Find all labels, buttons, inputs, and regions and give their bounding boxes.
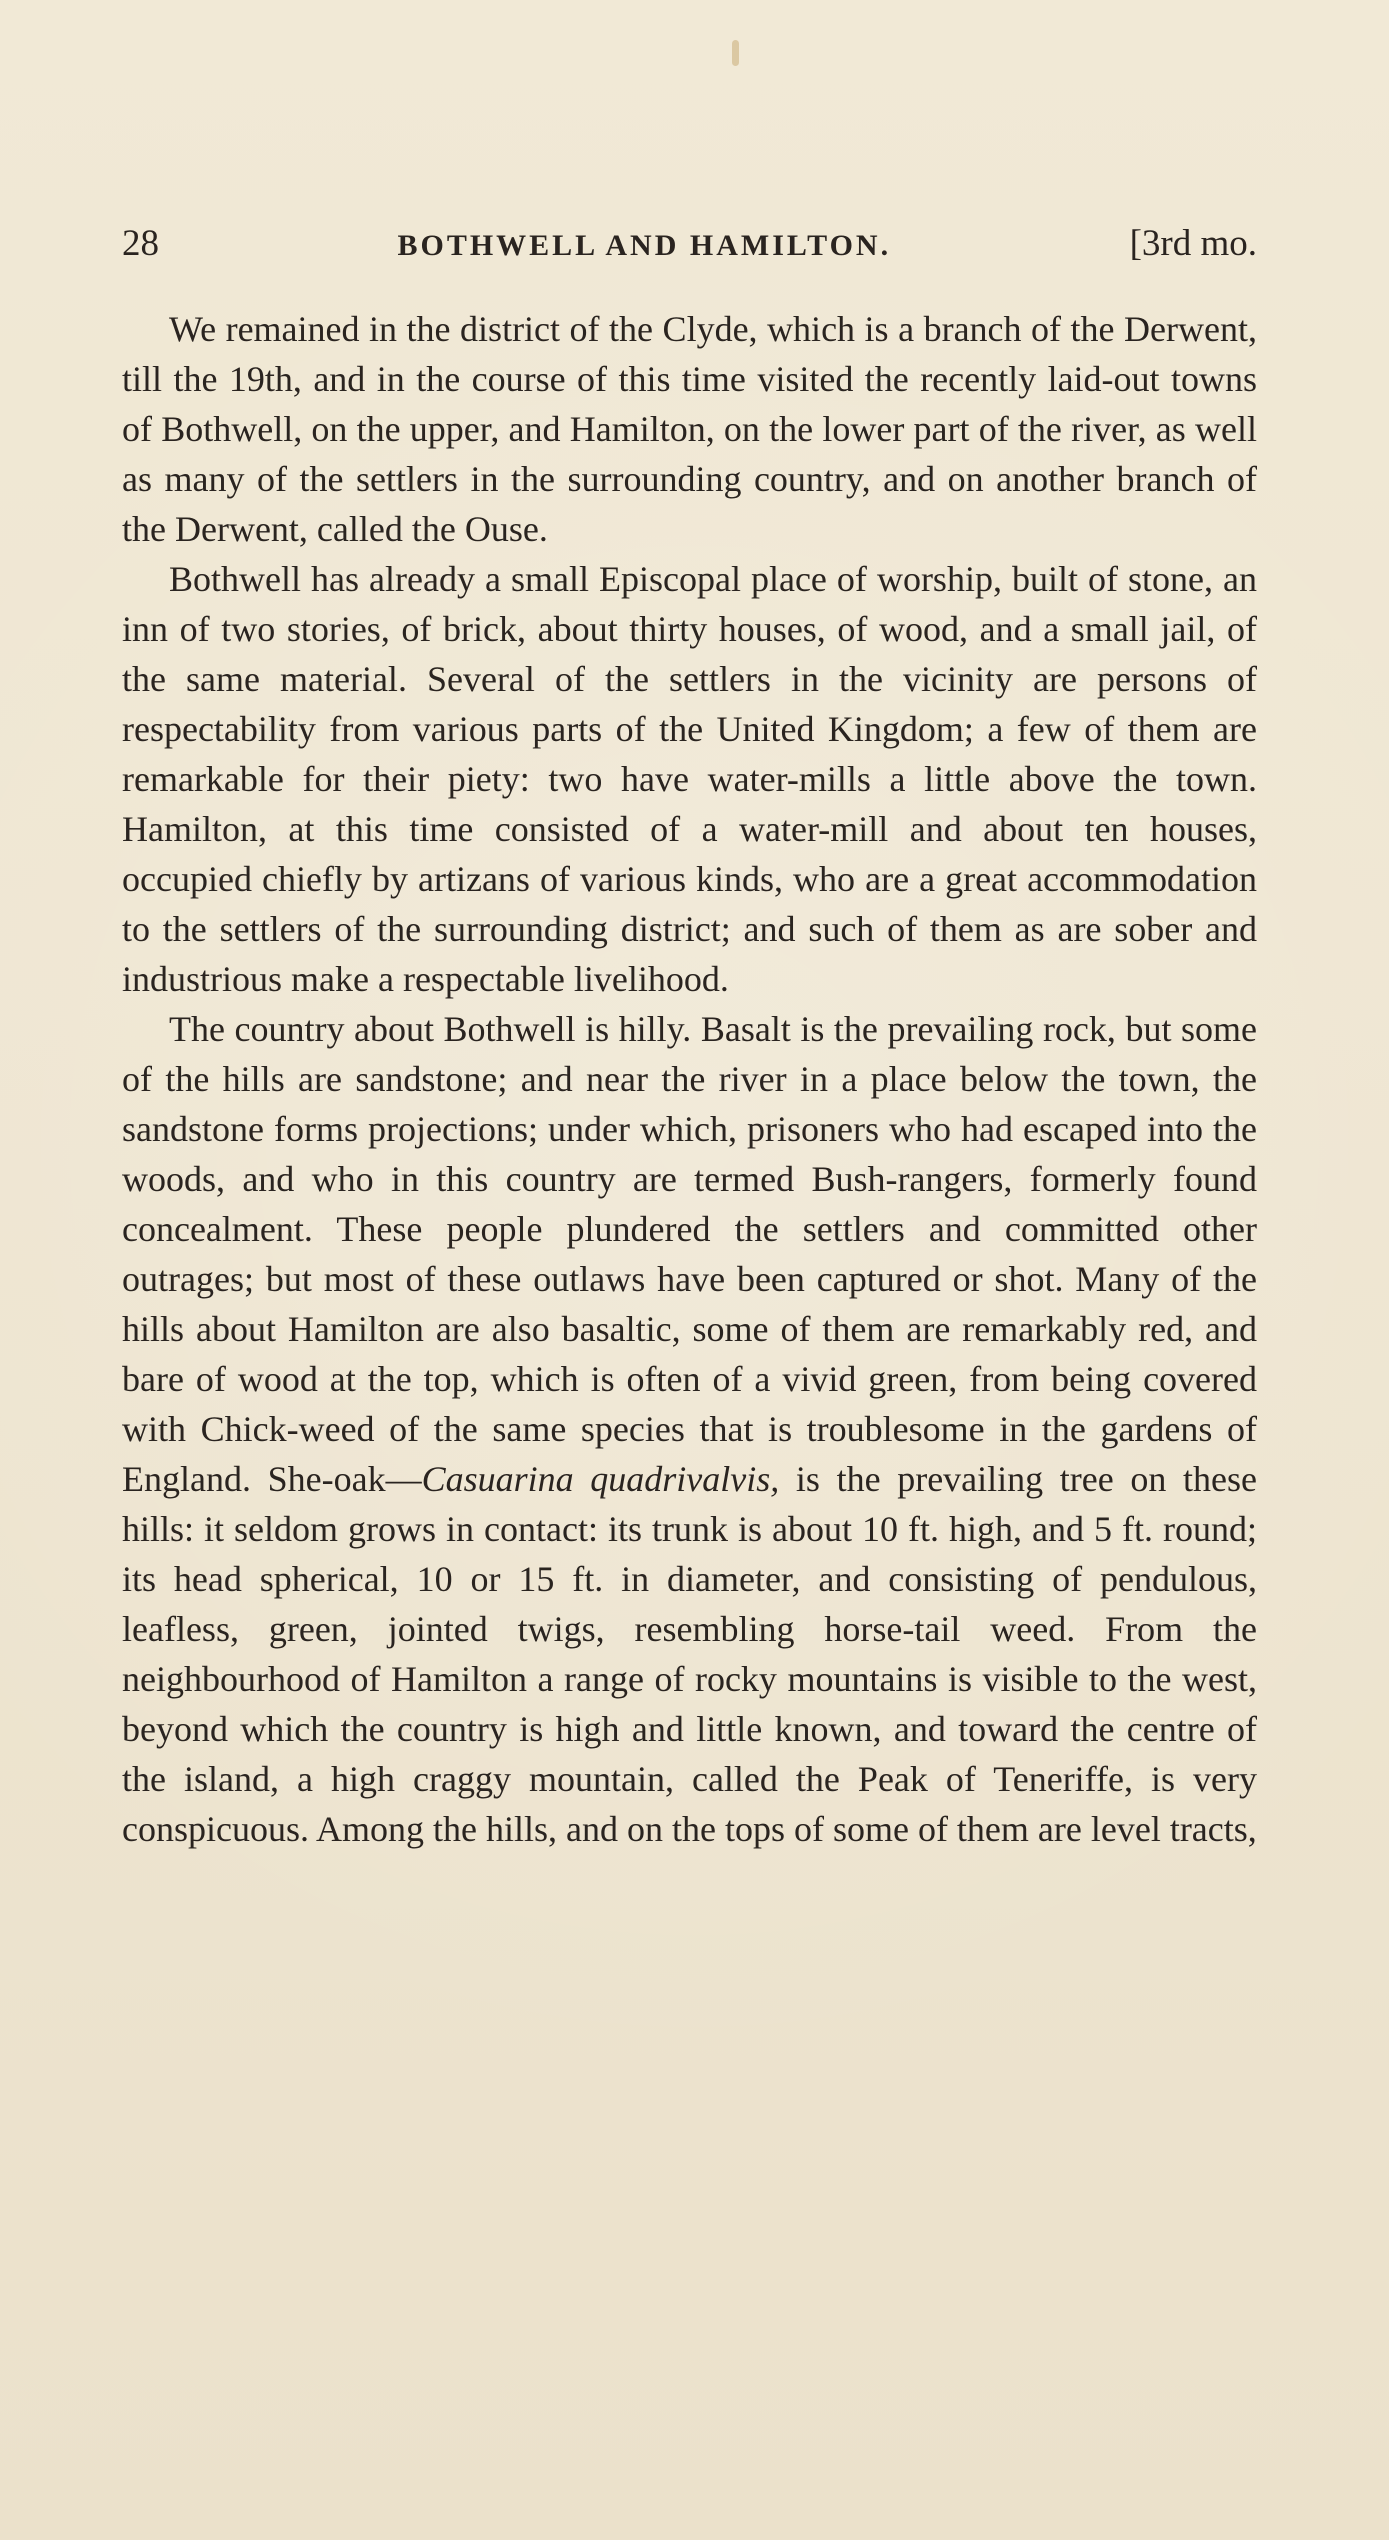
body-text — [122, 304, 1257, 1854]
paragraph-3-text-after: is the prevailing tree on these hills: it seldom grows in contact: its trunk is about 10 ft. high, and 5 ft. round; its head spherical, 10 or 15 ft. in diameter, and consisting of pendulous, leafless, green, jointed twigs, resembling horse-tail weed. From the neighbourhood of Hamilton a range of rocky mountains is visible to the west, beyond which the country is high and little known, and toward the centre of the island, a high craggy mountain, called the Peak of Teneriffe, is very conspicuous. Among the hills, and on the tops of some of them are level tracts, — [122, 1459, 1258, 1849]
ink-stain — [732, 40, 739, 66]
running-head — [122, 222, 1257, 270]
section-marker: [3rd mo. — [1129, 223, 1257, 264]
paragraph-3-text-before: The country about Bothwell is hilly. Basalt is the prevailing rock, but some of the hills are sandstone; and near the river in a place below the town, the sandstone forms projections; under which, prisoners who had escaped into the woods, and who in this country are termed Bush-rangers, formerly found concealment. These people plundered the settlers and committed other outrages; but most of these outlaws have been captured or shot. Many of the hills about Hamilton are also basaltic, some of them are remarkably red, and bare of wood at the top, which is often of a vivid green, from being covered with Chick-weed of the same species that is troublesome in the gardens of England. She-oak— — [122, 1009, 1257, 1499]
running-title: BOTHWELL AND HAMILTON. — [397, 229, 892, 262]
paragraph-1: We remained in the district of the Clyde, which is a branch of the Derwent, till the 19th, and in the course of this time visited the recently laid-out towns of Bothwell, on the upper, and Hamilton, on the lower part of the river, as well as many of the settlers in the surrounding country, and on another branch of the Derwent, called the Ouse. — [122, 309, 1257, 549]
page-number: 28 — [122, 223, 159, 264]
paragraph-2: Bothwell has already a small Episcopal place of worship, built of stone, an inn of two stories, of brick, about thirty houses, of wood, and a small jail, of the same material. Several of the settlers in the vicinity are persons of respectability from various parts of the United Kingdom; a few of them are remarkable for their piety: two have water-mills a little above the town. Hamilton, at this time consisted of a water-mill and about ten houses, occupied chiefly by artizans of various kinds, who are a great accommodation to the settlers of the surrounding district; and such of them as are sober and industrious make a respectable livelihood. — [122, 559, 1257, 999]
paragraph-3 — [122, 1004, 1257, 1854]
species-name-italic: Casuarina quadrivalvis, — [421, 1459, 780, 1499]
